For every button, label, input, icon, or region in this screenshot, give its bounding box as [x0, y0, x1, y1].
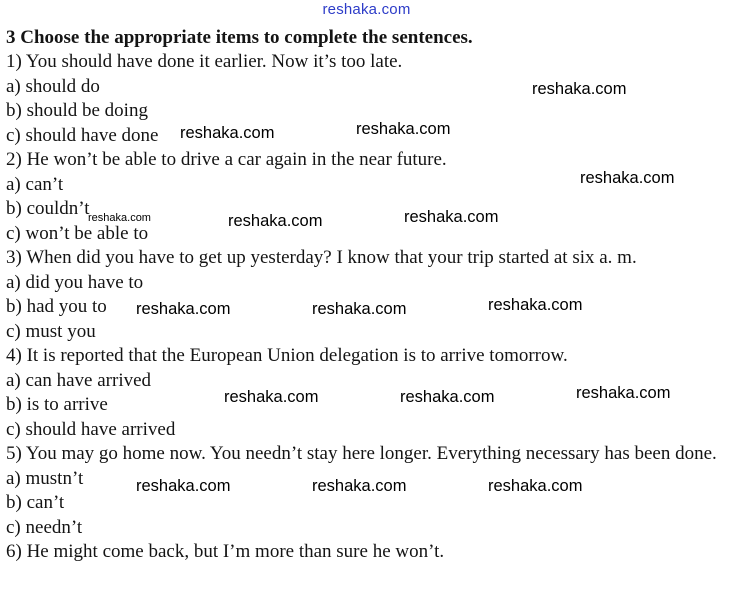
question-2: 2) He won’t be able to drive a car again in the near future. [6, 149, 447, 170]
watermark: reshaka.com [532, 80, 627, 98]
option-5b: b) can’t [6, 492, 65, 513]
watermark: reshaka.com [404, 208, 499, 226]
question-6: 6) He might come back, but I’m more than sure he won’t. [6, 541, 445, 562]
watermark: reshaka.com [228, 212, 323, 230]
option-3a: a) did you have to [6, 271, 144, 293]
option-3b: b) had you to [6, 296, 107, 317]
watermark: reshaka.com [580, 169, 675, 187]
option-2b: b) couldn’t [6, 198, 90, 219]
watermark: reshaka.com [136, 477, 231, 495]
question-3: 3) When did you have to get up yesterday? I know that your trip started at six a. m. [6, 247, 637, 268]
watermark: reshaka.com [224, 388, 319, 406]
watermark: reshaka.com [180, 124, 275, 142]
option-5a: a) mustn’t [6, 467, 84, 489]
option-2a: a) can’t [6, 173, 64, 195]
option-1a: a) should do [6, 75, 100, 97]
option-3c: c) must you [6, 320, 96, 342]
option-2c: c) won’t be able to [6, 222, 149, 244]
watermark: reshaka.com [88, 212, 151, 224]
watermark: reshaka.com [136, 300, 231, 318]
watermark: reshaka.com [488, 477, 583, 495]
watermark: reshaka.com [356, 120, 451, 138]
option-5c: c) needn’t [6, 516, 83, 538]
option-4a: a) can have arrived [6, 369, 152, 391]
watermark: reshaka.com [488, 296, 583, 314]
question-1: 1) You should have done it earlier. Now it’s too late. [6, 51, 403, 72]
option-4c: c) should have arrived [6, 418, 176, 440]
question-5: 5) You may go home now. You needn’t stay here longer. Everything necessary has been done. [6, 443, 717, 464]
site-brand-link[interactable]: reshaka.com [322, 1, 411, 18]
watermark: reshaka.com [400, 388, 495, 406]
option-4b: b) is to arrive [6, 394, 108, 415]
watermark: reshaka.com [312, 300, 407, 318]
option-1c: c) should have done [6, 124, 159, 146]
option-1b: b) should be doing [6, 100, 148, 121]
question-4: 4) It is reported that the European Union delegation is to arrive tomorrow. [6, 345, 568, 366]
watermark: reshaka.com [312, 477, 407, 495]
exercise-heading: 3 Choose the appropriate items to complete the sentences. [6, 27, 473, 48]
watermark: reshaka.com [576, 384, 671, 402]
